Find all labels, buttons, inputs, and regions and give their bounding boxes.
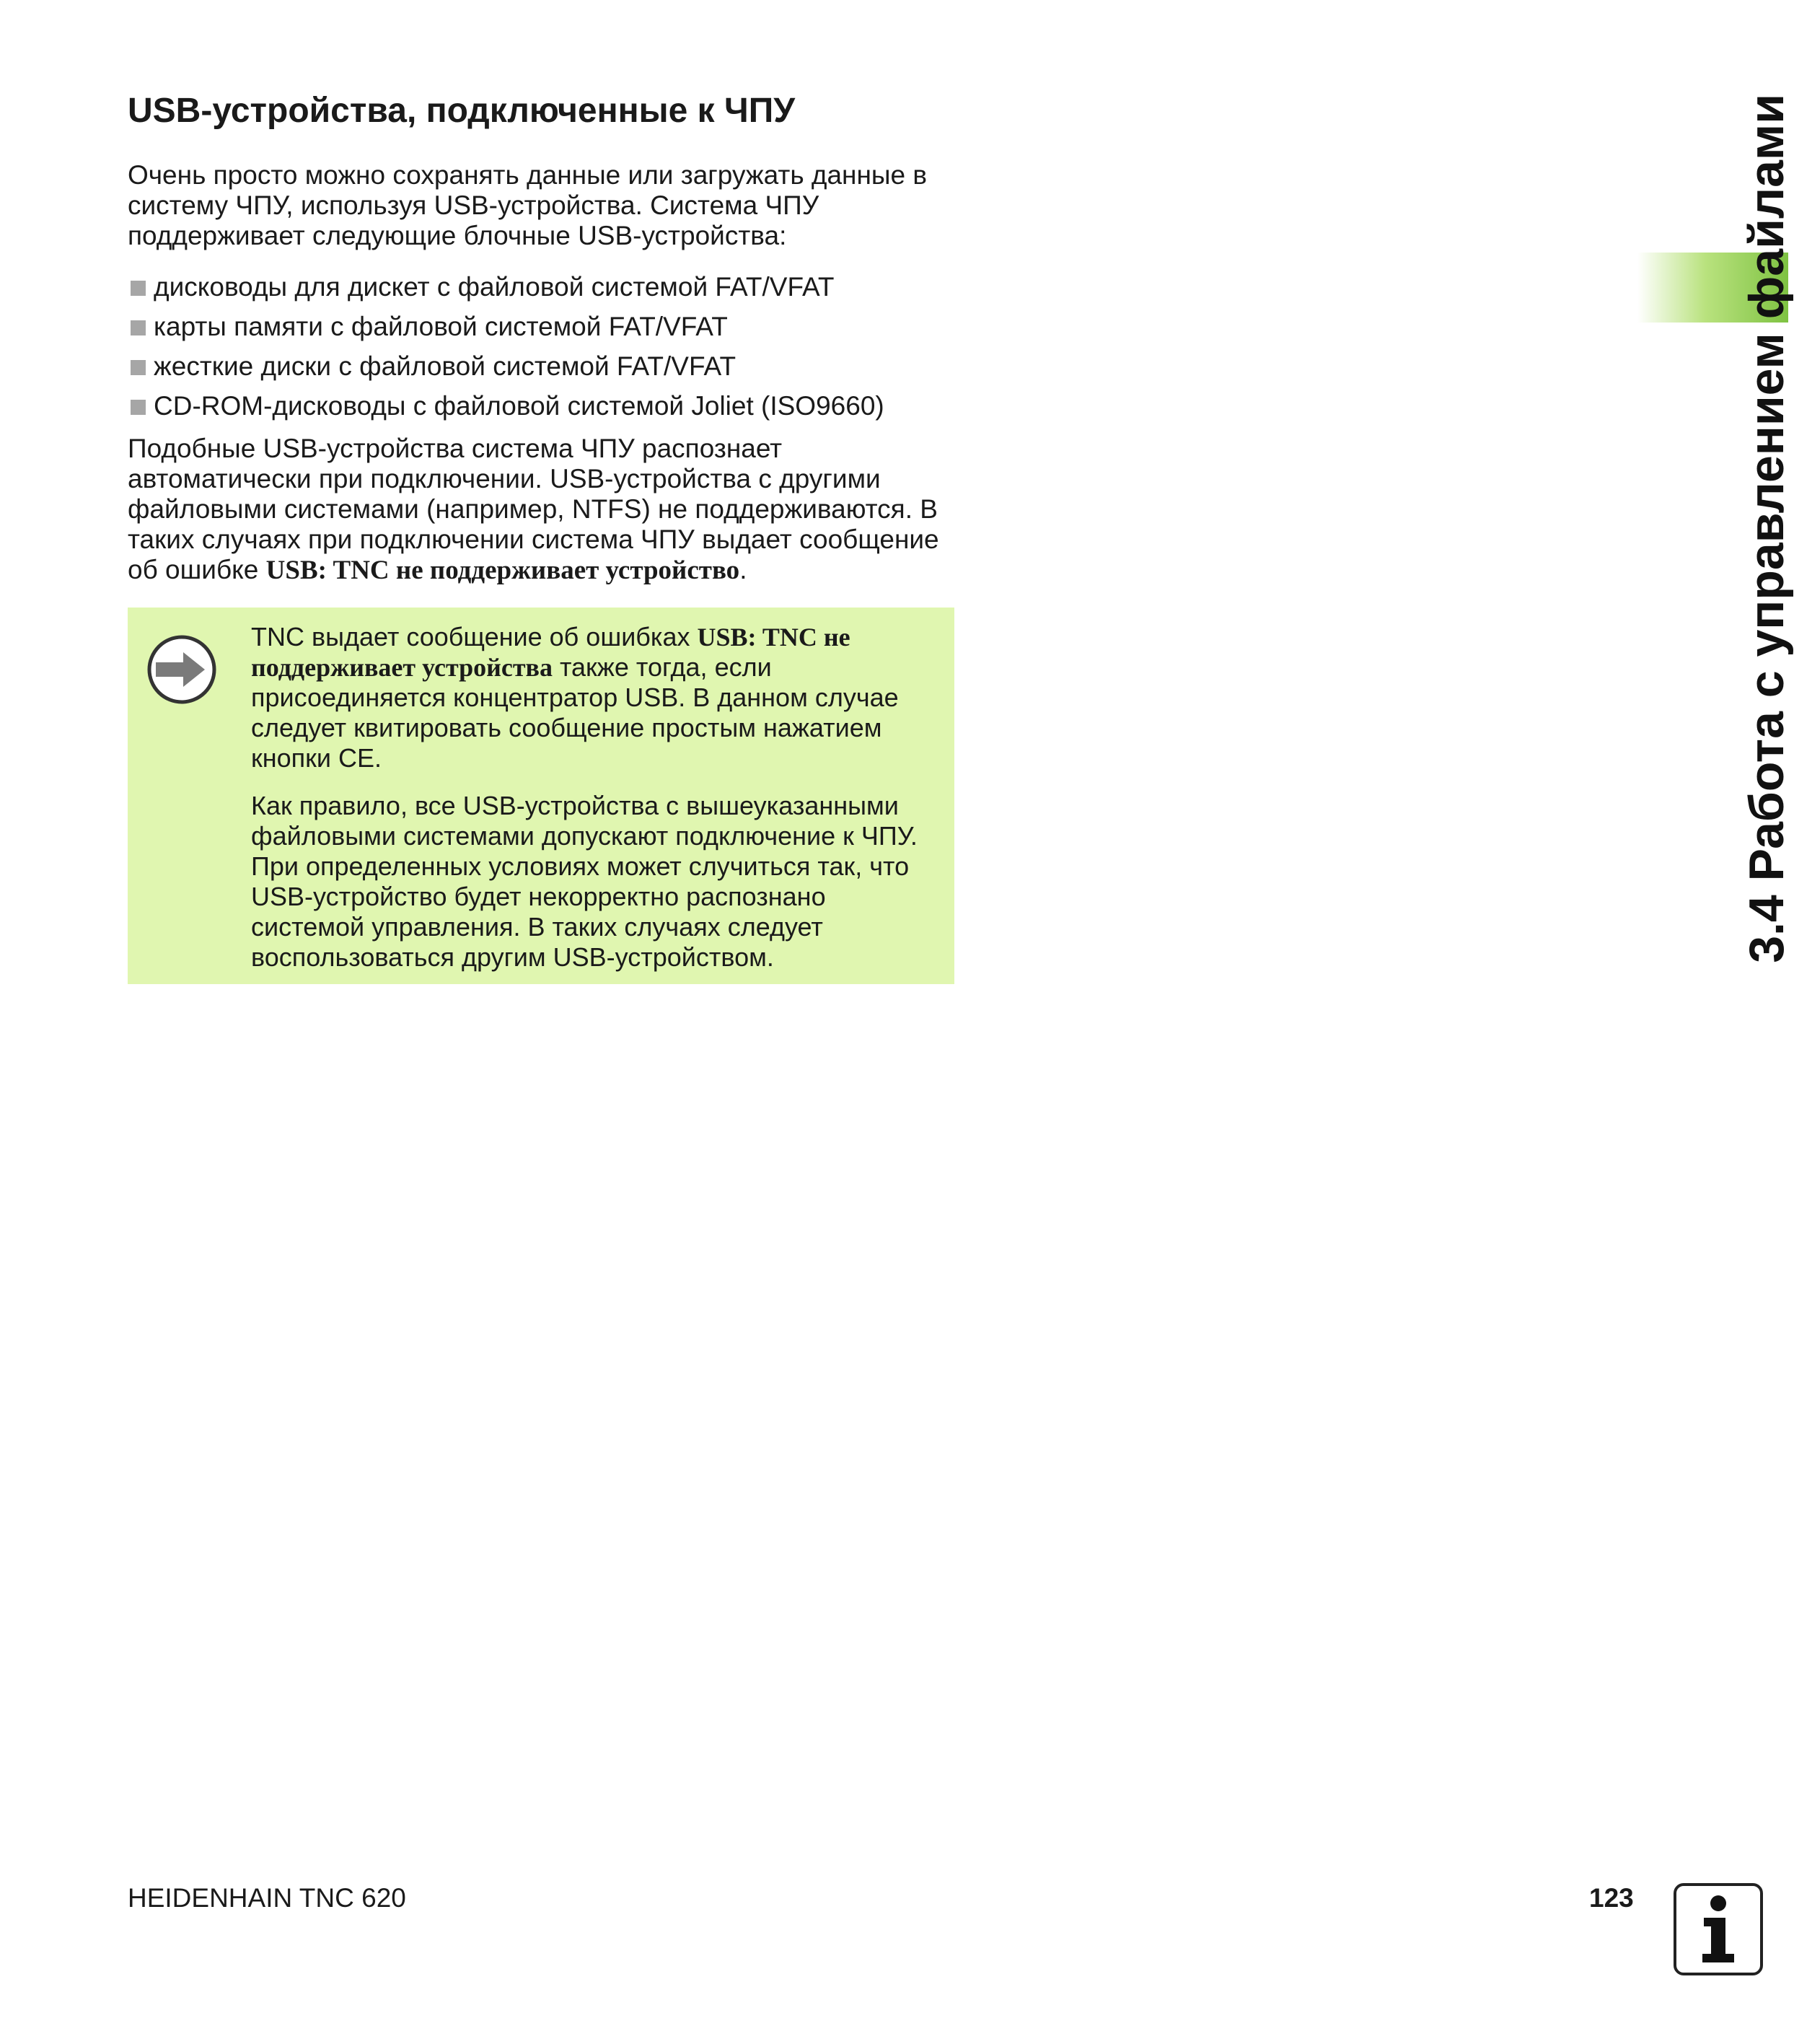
list-item [128, 346, 884, 386]
filesystem-list [128, 267, 884, 426]
info-icon [1674, 1883, 1763, 1975]
body-end: . [739, 555, 747, 584]
list-item [128, 307, 884, 346]
intro-paragraph: Очень просто можно сохранять данные или загружать данные в систему ЧПУ, используя USB-устройства. Система ЧПУ поддерживает следующие блочные USB-устройства: [128, 160, 928, 250]
list-item [128, 386, 884, 426]
note-p1-start: TNC выдает сообщение об ошибках [251, 622, 690, 652]
bullet-square-icon [131, 320, 146, 335]
arrow-right-icon [146, 633, 218, 706]
list-item-text: карты памяти с файловой системой FAT/VFAT [154, 312, 728, 341]
section-heading: USB-устройства, подключенные к ЧПУ [128, 92, 796, 130]
list-item-text: дисководы для дискет с файловой системой FAT/VFAT [154, 272, 835, 302]
body-paragraph [128, 434, 957, 586]
bullet-square-icon [131, 360, 146, 375]
error-message: USB: TNC не поддерживает устройство [265, 556, 740, 585]
bullet-square-icon [131, 400, 146, 415]
note-error-message: USB: TNC не поддерживает устройства [251, 623, 850, 682]
body-text: Подобные USB-устройства система ЧПУ распознает автоматически при подключении. USB-устройства с другими файловыми системами (например, NTFS) не поддерживаются. В таких случаях при подключении система ЧПУ выдает сообщение об ошибке [128, 434, 939, 584]
chapter-title: 3.4 Работа с управлением файлами [1739, 94, 1794, 963]
list-item [128, 267, 884, 307]
list-item-text: CD-ROM-дисководы с файловой системой Joliet (ISO9660) [154, 391, 884, 421]
note-paragraph-2: Как правило, все USB-устройства с вышеуказанными файловыми системами допускают подключение к ЧПУ. При определенных условиях может случиться так, что USB-устройство будет некорректно распознано системой управления. В таких случаях следует воспользоваться другим USB-устройством. [251, 791, 918, 972]
footer-product: HEIDENHAIN TNC 620 [128, 1883, 406, 1913]
note-p1-end: также тогда, если присоединяется концентратор USB. В данном случае следует квитировать сообщение простым нажатием кнопки CE. [251, 652, 899, 773]
bullet-square-icon [131, 281, 146, 296]
page-number: 123 [1589, 1883, 1634, 1913]
note-paragraph-1 [251, 622, 944, 773]
list-item-text: жесткие диски с файловой системой FAT/VFAT [154, 351, 736, 381]
note-box [128, 608, 954, 984]
note-text [251, 622, 944, 990]
